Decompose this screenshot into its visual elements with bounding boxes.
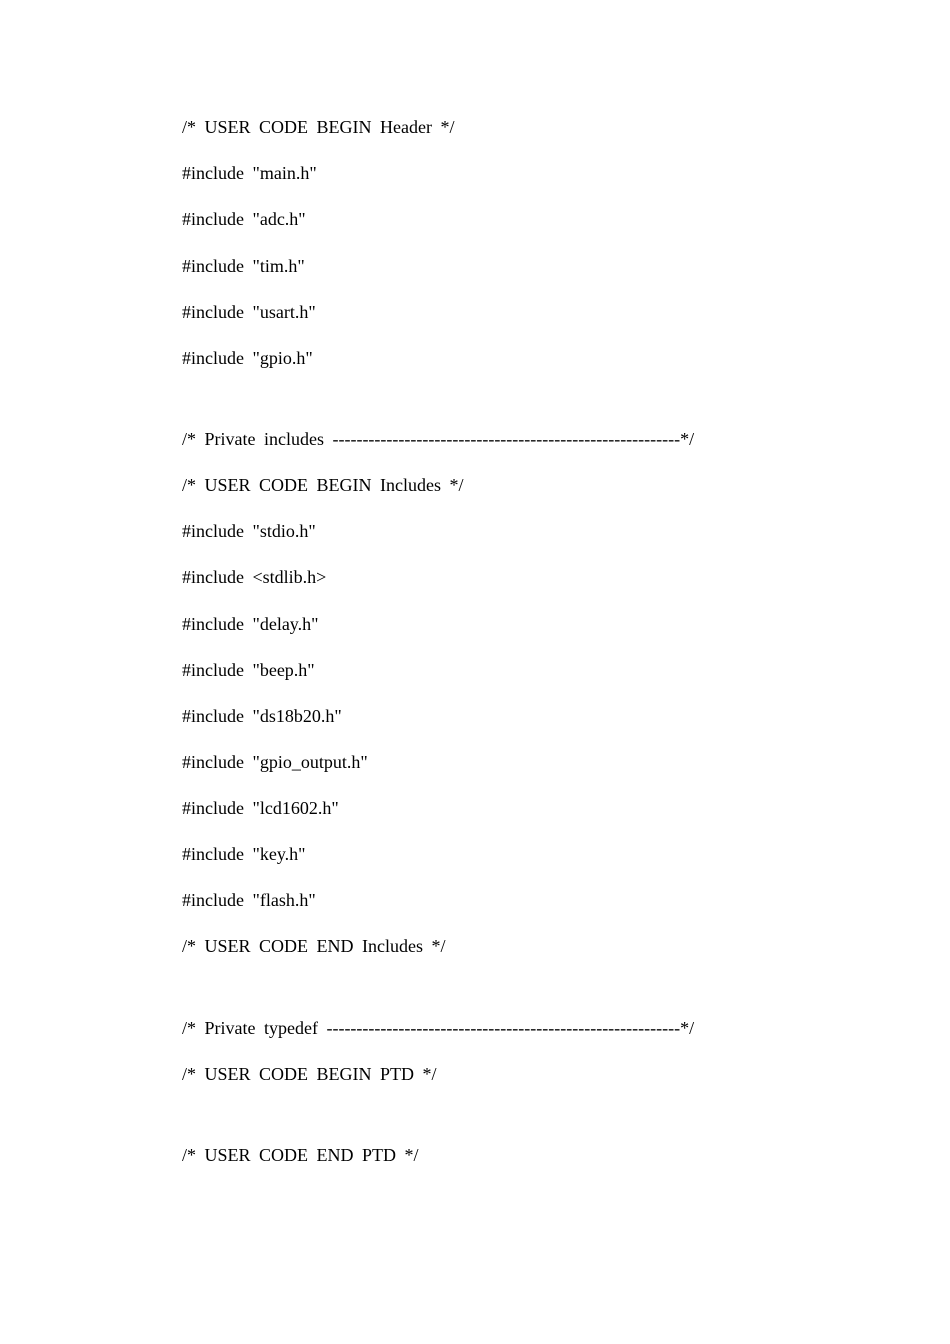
- code-line-include-key: #include "key.h": [182, 844, 306, 864]
- code-line-ptd-end: /* USER CODE END PTD */: [182, 1145, 419, 1165]
- code-line-include-stdlib: #include <stdlib.h>: [182, 567, 327, 587]
- code-line-includes-begin: /* USER CODE BEGIN Includes */: [182, 475, 464, 495]
- code-line-include-delay: #include "delay.h": [182, 614, 319, 634]
- code-line-include-flash: #include "flash.h": [182, 890, 316, 910]
- code-line-include-usart: #include "usart.h": [182, 302, 316, 322]
- code-line-include-lcd1602: #include "lcd1602.h": [182, 798, 339, 818]
- code-line-includes-end: /* USER CODE END Includes */: [182, 936, 446, 956]
- code-line-private-typedef: /* Private typedef -----------------------------------------------------------*/: [182, 1018, 695, 1038]
- code-line-ptd-begin: /* USER CODE BEGIN PTD */: [182, 1064, 437, 1084]
- code-line-private-includes: /* Private includes ----------------------------------------------------------*/: [182, 429, 695, 449]
- code-line-include-gpio: #include "gpio.h": [182, 348, 313, 368]
- code-line-include-ds18b20: #include "ds18b20.h": [182, 706, 342, 726]
- code-line-include-adc: #include "adc.h": [182, 209, 306, 229]
- code-line-include-tim: #include "tim.h": [182, 256, 305, 276]
- code-line-header-begin: /* USER CODE BEGIN Header */: [182, 117, 455, 137]
- code-line-include-gpio-output: #include "gpio_output.h": [182, 752, 368, 772]
- code-line-include-main: #include "main.h": [182, 163, 317, 183]
- code-line-include-beep: #include "beep.h": [182, 660, 315, 680]
- code-line-include-stdio: #include "stdio.h": [182, 521, 316, 541]
